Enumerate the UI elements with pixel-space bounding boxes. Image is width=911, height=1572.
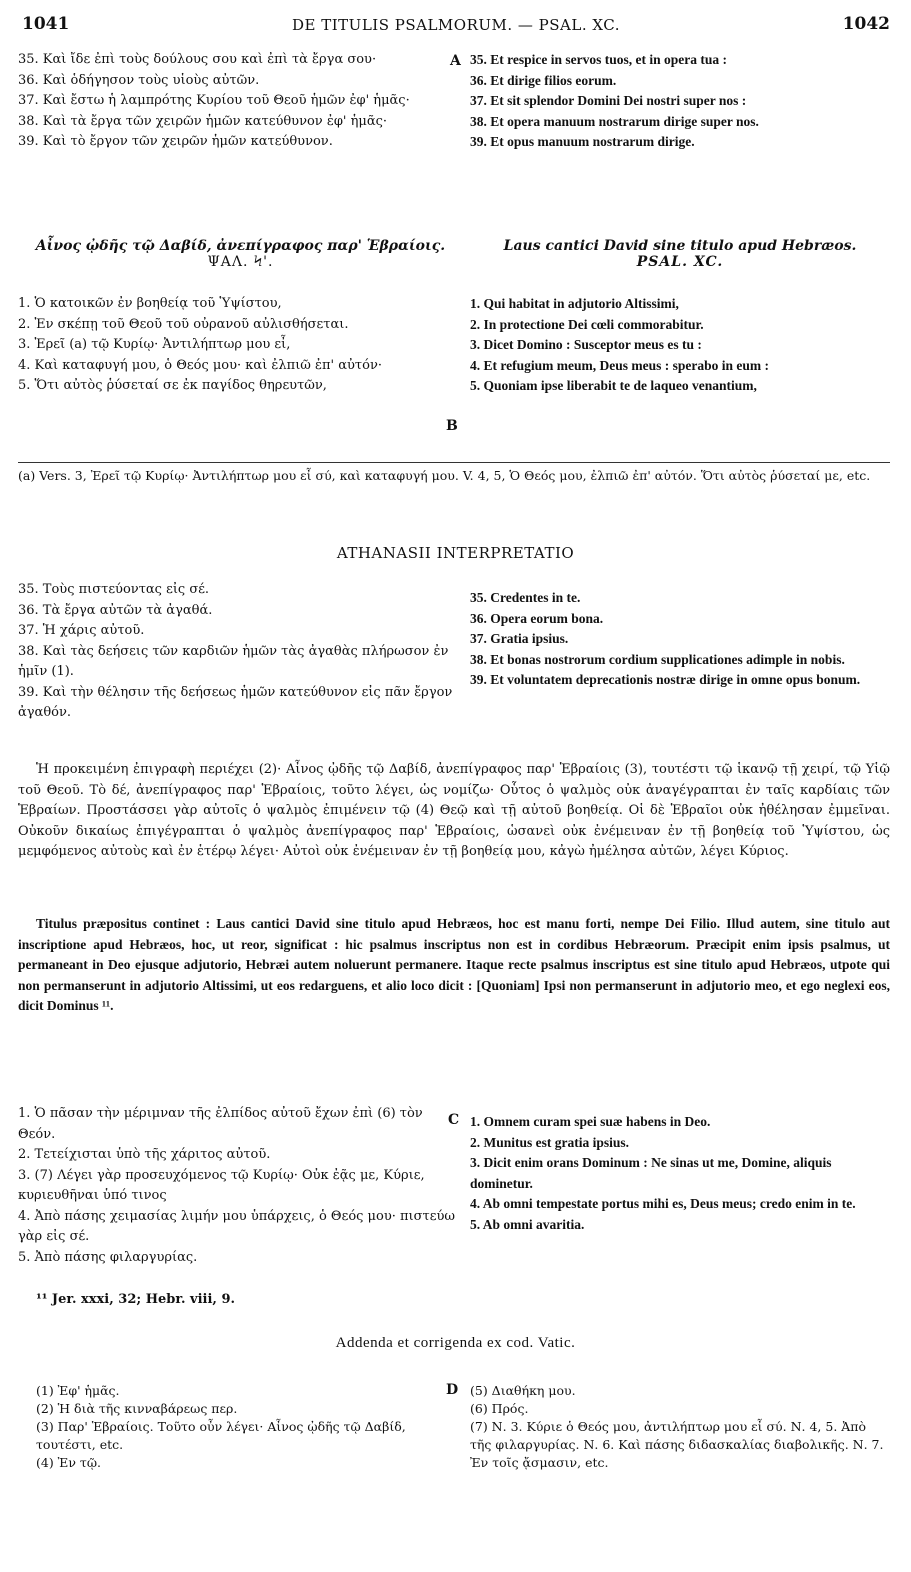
- verse-greek: 4. Καὶ καταφυγή μου, ὁ Θεός μου· καὶ ἐλπιῶ ἐπ' αὐτόν·: [18, 357, 382, 373]
- verse-greek: 38. Καὶ τὰς δεήσεις τῶν καρδιῶν ἡμῶν τὰς ἀγαθὰς πλήρωσον ἐν ἡμῖν (1).: [18, 643, 449, 679]
- verse-greek: 35. Τοὺς πιστεύοντας εἰς σέ.: [18, 582, 210, 597]
- verse-latin: 2. Munitus est gratia ipsius.: [470, 1134, 630, 1150]
- verse-greek: 2. Ἐν σκέπῃ τοῦ Θεοῦ τοῦ οὐρανοῦ αὐλισθήσεται.: [18, 316, 349, 332]
- addenda-item: (1) Ἐφ' ἡμᾶς.: [36, 1383, 120, 1398]
- psalm-title-greek-block: [18, 238, 463, 270]
- margin-letter-d: D: [446, 1382, 459, 1398]
- second-latin-column: [470, 1112, 890, 1235]
- verse-latin: 35. Et respice in servos tuos, et in opera tua :: [470, 52, 727, 67]
- verse-latin: 36. Et dirige filios eorum.: [470, 72, 617, 88]
- verse-greek: 38. Καὶ τὰ ἔργα τῶν χειρῶν ἡμῶν κατεύθυνον ἐφ' ἡμᾶς·: [18, 113, 388, 129]
- verse-greek: 37. Καὶ ἔστω ἡ λαμπρότης Κυρίου τοῦ Θεοῦ ἡμῶν ἐφ' ἡμᾶς·: [18, 93, 410, 108]
- margin-letter-c: C: [448, 1112, 460, 1128]
- verse-latin: 5. Quoniam ipse liberabit te de laqueo venantium,: [470, 378, 757, 393]
- verse-latin: 3. Dicet Domino : Susceptor meus es tu :: [470, 337, 702, 352]
- verse-latin: 36. Opera eorum bona.: [470, 610, 604, 626]
- verse-greek: 36. Καὶ ὁδήγησον τοὺς υἱοὺς αὐτῶν.: [18, 72, 260, 88]
- verse-latin: 37. Gratia ipsius.: [470, 631, 569, 646]
- verse-latin: 2. In protectione Dei cœli commorabitur.: [470, 316, 704, 332]
- addenda-item: (4) Ἐν τῷ.: [36, 1455, 101, 1470]
- verse-latin: 37. Et sit splendor Domini Dei nostri super nos :: [470, 93, 747, 108]
- latin-commentary-text: Titulus præpositus continet : Laus cantici David sine titulo apud Hebræos, hoc est manu forti, nempe Dei Filio. Illud autem, sine titulo aut inscriptione apud Hebræos, hoc, ut reor, significat : hic psalmus inscriptus non est in cordibus Hebræorum. Præcipit enim ipsis psalmus, ut permaneant in Deo ejusque adjutorio, Hebræi autem noluerunt permanere. Itaque recte psalmus inscriptus est sine titulo apud Hebræos, utpote qui non permanserunt in adjutorio Altissimi, ut eos redarguens, et alio loco dicit : [Quoniam] Ipsi non permanserunt in adjutorio meo, et ego neglexi eos, dicit Dominus ¹¹.: [18, 916, 890, 1013]
- addenda-item: (3) Παρ' Ἑβραίοις. Τοῦτο οὖν λέγει· Αἶνος ᾠδῆς τῷ Δαβίδ, τουτέστι, etc.: [36, 1419, 406, 1452]
- verse-latin: 4. Et refugium meum, Deus meus : sperabo in eum :: [470, 357, 769, 373]
- addenda-heading: Addenda et corrigenda ex cod. Vatic.: [335, 1335, 576, 1351]
- interp-greek-column: [18, 580, 463, 724]
- verse-greek: 37. Ἡ χάρις αὐτοῦ.: [18, 623, 145, 638]
- addenda-item: (6) Πρός.: [470, 1401, 529, 1416]
- verse-latin: 1. Qui habitat in adjutorio Altissimi,: [470, 296, 679, 311]
- verse-latin: 39. Et opus manuum nostrarum dirige.: [470, 134, 695, 149]
- greek-commentary-text: Ἡ προκειμένη ἐπιγραφὴ περιέχει (2)· Αἶνος ᾠδῆς τῷ Δαβίδ, ἀνεπίγραφος παρ' Ἑβραίοις (3), τουτέστι τῷ ἱκανῷ τῇ χειρί, τῷ Υἱῷ τοῦ Θεοῦ. Τὸ δέ, ἀνεπίγραφος παρ' Ἑβραίοις, τοῦτο λέγει, ὡς νομίζω· Οὗτος ὁ ψαλμὸς οὐκ ἀναγέγραπται ἐν ταῖς καρδίαις τῶν Ἑβραίων. Προστάσσει γὰρ αὐτοῖς ὁ ψαλμὸς ἐπιμένειν τῷ (4) Θεῷ καὶ τῇ αὐτοῦ βοηθείᾳ. Οἱ δὲ Ἑβραῖοι οὐκ ἠθέλησαν ἐμμεῖναι. Οὐκοῦν δικαίως ἐπιγέγραπται ὁ ψαλμὸς ἀνεπίγραφος παρ' Ἑβραίοις, ὡσανεὶ οὐκ ἐνέμειναν ἐν τῇ βοηθείᾳ τοῦ Ὑψίστου, ὡς μεμφόμενος αὐτοὺς καὶ ἐν ἑτέρῳ λέγει· Αὐτοὶ οὐκ ἐνέμειναν ἐν τῇ βοηθείᾳ μου, κἀγὼ ἠμέλησα αὐτῶν, λέγει Κύριος.: [18, 762, 890, 859]
- verse-latin: 1. Omnem curam spei suæ habens in Deo.: [470, 1114, 711, 1129]
- addenda-right-column: [470, 1382, 890, 1472]
- verse-greek: 5. Ἀπὸ πάσης φιλαργυρίας.: [18, 1249, 198, 1265]
- verse-latin: 4. Ab omni tempestate portus mihi es, Deus meus; credo enim in te.: [470, 1196, 856, 1211]
- verse-greek: 4. Ἀπὸ πάσης χειμασίας λιμήν μου ὑπάρχεις, ὁ Θεός μου· πιστεύω γὰρ εἰς σέ.: [18, 1208, 455, 1244]
- addenda-item: (2) Ἡ διὰ τῆς κινναβάρεως περ.: [36, 1401, 238, 1416]
- psalm-latin-column: [470, 294, 890, 397]
- variant-note-text: (a) Vers. 3, Ἐρεῖ τῷ Κυρίῳ· Ἀντιλήπτωρ μου εἶ σύ, καὶ καταφυγή μου. V. 4, 5, Ὁ Θεός μου, ἐλπιῶ ἐπ' αὐτόν. Ὅτι αὐτὸς ῥύσεταί με, etc.: [18, 468, 871, 483]
- verse-greek: 1. Ὁ πᾶσαν τὴν μέριμναν τῆς ἐλπίδος αὐτοῦ ἔχων ἐπὶ (6) τὸν Θεόν.: [18, 1106, 423, 1142]
- verse-latin: 3. Dicit enim orans Dominum : Ne sinas ut me, Domine, aliquis dominetur.: [470, 1155, 832, 1191]
- verse-greek: 3. Ἐρεῖ (a) τῷ Κυρίῳ· Ἀντιλήπτωρ μου εἶ,: [18, 337, 291, 352]
- margin-letter-a: A: [450, 53, 461, 69]
- separator-rule: [18, 462, 890, 463]
- verse-latin: 38. Et opera manuum nostrarum dirige super nos.: [470, 113, 759, 129]
- verse-latin: 38. Et bonas nostrorum cordium supplicationes adimple in nobis.: [470, 651, 845, 667]
- verse-greek: 2. Τετείχισται ὑπὸ τῆς χάριτος αὐτοῦ.: [18, 1147, 271, 1162]
- verse-greek: 39. Καὶ τὴν θέλησιν τῆς δεήσεως ἡμῶν κατεύθυνον εἰς πᾶν ἔργον ἀγαθόν.: [18, 684, 453, 720]
- psalm-title-greek: Αἶνος ᾠδῆς τῷ Δαβίδ, ἀνεπίγραφος παρ' Ἑβραίοις.: [35, 238, 446, 254]
- addenda-left-column: [36, 1382, 436, 1472]
- page-header: [22, 6, 890, 42]
- addenda-item: (7) Ν. 3. Κύριε ὁ Θεός μου, ἀντιλήπτωρ μου εἶ σύ. Ν. 4, 5. Ἀπὸ τῆς φιλαργυρίας. Ν. 6. Καὶ πάσης διδασκαλίας διαβολικῆς. Ν. 7. Ἐν τοῖς ᾄσμασιν, etc.: [470, 1419, 884, 1470]
- top-latin-column: [470, 50, 890, 153]
- running-title: DE TITULIS PSALMORUM. — PSAL. XC.: [292, 16, 620, 34]
- psalm-greek-column: [18, 294, 463, 397]
- variant-note: [18, 466, 890, 485]
- verse-greek: 1. Ὁ κατοικῶν ἐν βοηθείᾳ τοῦ Ὑψίστου,: [18, 296, 282, 311]
- verse-latin: 39. Et voluntatem deprecationis nostræ dirige in omne opus bonum.: [470, 672, 861, 687]
- footnote-text: ¹¹ Jer. xxxi, 32; Hebr. viii, 9.: [36, 1292, 236, 1307]
- psalm-title-latin-block: [470, 238, 890, 270]
- addenda-item: (5) Διαθήκη μου.: [470, 1383, 576, 1398]
- athanasius-heading: ATHANASII INTERPRETATIO: [336, 544, 575, 562]
- second-greek-column: [18, 1104, 463, 1268]
- verse-greek: 5. Ὅτι αὐτὸς ῥύσεταί σε ἐκ παγίδος θηρευτῶν,: [18, 378, 327, 393]
- psalm-number-latin: PSAL. XC.: [636, 254, 724, 270]
- top-greek-column: [18, 50, 463, 153]
- verse-latin: 35. Credentes in te.: [470, 590, 581, 605]
- page-number-right: 1042: [842, 14, 890, 34]
- page-number-left: 1041: [22, 14, 70, 34]
- verse-latin: 5. Ab omni avaritia.: [470, 1216, 585, 1232]
- verse-greek: 36. Τὰ ἔργα αὐτῶν τὰ ἀγαθά.: [18, 602, 213, 618]
- greek-commentary: [18, 760, 890, 863]
- psalm-number-greek: ΨΑΛ. Ϟ'.: [207, 254, 274, 270]
- verse-greek: 39. Καὶ τὸ ἔργον τῶν χειρῶν ἡμῶν κατεύθυνον.: [18, 134, 333, 149]
- interp-latin-column: [470, 588, 890, 691]
- margin-letter-b: B: [446, 418, 458, 434]
- verse-greek: 3. (7) Λέγει γὰρ προσευχόμενος τῷ Κυρίῳ· Οὐκ ἐᾷς με, Κύριε, κυριευθῆναι ὑπό τινος: [18, 1167, 425, 1203]
- psalm-title-latin: Laus cantici David sine titulo apud Hebræos.: [503, 238, 857, 254]
- latin-commentary: [18, 914, 890, 1017]
- footnote: [36, 1290, 456, 1311]
- verse-greek: 35. Καὶ ἴδε ἐπὶ τοὺς δούλους σου καὶ ἐπὶ τὰ ἔργα σου·: [18, 52, 377, 67]
